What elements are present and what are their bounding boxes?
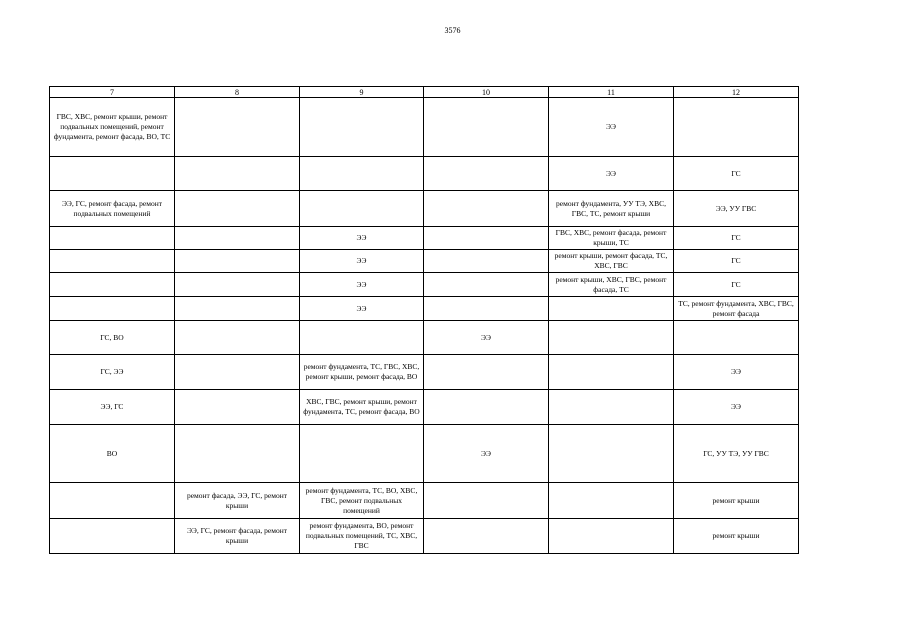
table-cell: ГС bbox=[674, 227, 799, 250]
table-row bbox=[50, 390, 799, 425]
table-cell: ЭЭ bbox=[300, 297, 424, 321]
table-row bbox=[50, 519, 799, 554]
column-header: 11 bbox=[549, 87, 674, 98]
table-cell bbox=[424, 191, 549, 227]
table-cell bbox=[424, 98, 549, 157]
table-cell bbox=[549, 355, 674, 390]
table-cell: ремонт фундамента, ТС, ВО, ХВС, ГВС, ремонт подвальных помещений bbox=[300, 483, 424, 519]
table-cell bbox=[50, 227, 175, 250]
column-header: 7 bbox=[50, 87, 175, 98]
table-cell bbox=[300, 321, 424, 355]
table-cell bbox=[175, 321, 300, 355]
table-cell bbox=[175, 297, 300, 321]
table-cell: ЭЭ, УУ ГВС bbox=[674, 191, 799, 227]
header-row bbox=[50, 87, 799, 98]
table-cell: ремонт фундамента, УУ ТЭ, ХВС, ГВС, ТС, ремонт крыши bbox=[549, 191, 674, 227]
table-row bbox=[50, 355, 799, 390]
table-cell: ремонт фундамента, ТС, ГВС, ХВС, ремонт крыши, ремонт фасада, ВО bbox=[300, 355, 424, 390]
table-cell bbox=[50, 483, 175, 519]
column-header: 10 bbox=[424, 87, 549, 98]
table-cell bbox=[549, 297, 674, 321]
table-cell bbox=[424, 355, 549, 390]
table-cell bbox=[300, 191, 424, 227]
table-cell bbox=[424, 390, 549, 425]
table-cell: ремонт крыши bbox=[674, 519, 799, 554]
table-cell bbox=[50, 157, 175, 191]
table-cell: ЭЭ bbox=[424, 321, 549, 355]
table-cell bbox=[424, 297, 549, 321]
table-cell: ГВС, ХВС, ремонт крыши, ремонт подвальных помещений, ремонт фундамента, ремонт фасада, ВО, ТС bbox=[50, 98, 175, 157]
table-cell bbox=[549, 519, 674, 554]
table-row bbox=[50, 483, 799, 519]
table-cell: ГС bbox=[674, 157, 799, 191]
table-cell: ГС, УУ ТЭ, УУ ГВС bbox=[674, 425, 799, 483]
table-cell bbox=[175, 390, 300, 425]
page-number: 3576 bbox=[444, 26, 461, 35]
table-cell: ГС, ЭЭ bbox=[50, 355, 175, 390]
column-header: 9 bbox=[300, 87, 424, 98]
table-cell: ремонт крыши, ХВС, ГВС, ремонт фасада, ТС bbox=[549, 273, 674, 297]
table-cell: ЭЭ bbox=[549, 157, 674, 191]
table-cell bbox=[50, 519, 175, 554]
table-cell: ЭЭ bbox=[300, 250, 424, 273]
table-cell bbox=[549, 425, 674, 483]
table-cell bbox=[424, 483, 549, 519]
table-row bbox=[50, 425, 799, 483]
table-cell: ремонт крыши bbox=[674, 483, 799, 519]
table-cell bbox=[424, 519, 549, 554]
table-cell: ЭЭ, ГС, ремонт фасада, ремонт крыши bbox=[175, 519, 300, 554]
table-cell bbox=[300, 98, 424, 157]
table-row bbox=[50, 98, 799, 157]
table-cell bbox=[175, 425, 300, 483]
table-cell: ВО bbox=[50, 425, 175, 483]
table-cell: ЭЭ bbox=[674, 355, 799, 390]
table-cell: ЭЭ bbox=[300, 273, 424, 297]
table-cell: ЭЭ bbox=[549, 98, 674, 157]
table-cell: ГС, ВО bbox=[50, 321, 175, 355]
table-cell bbox=[424, 273, 549, 297]
table-cell bbox=[50, 250, 175, 273]
table-cell: ЭЭ bbox=[674, 390, 799, 425]
table-cell bbox=[300, 157, 424, 191]
table-row bbox=[50, 297, 799, 321]
table-row bbox=[50, 157, 799, 191]
table-row bbox=[50, 227, 799, 250]
table-cell: ХВС, ГВС, ремонт крыши, ремонт фундамента, ТС, ремонт фасада, ВО bbox=[300, 390, 424, 425]
table-cell bbox=[175, 355, 300, 390]
table-cell bbox=[424, 250, 549, 273]
table-cell bbox=[549, 483, 674, 519]
table-cell: ремонт крыши, ремонт фасада, ТС, ХВС, ГВС bbox=[549, 250, 674, 273]
table-row bbox=[50, 191, 799, 227]
table-cell bbox=[50, 273, 175, 297]
table-cell bbox=[175, 273, 300, 297]
table-body bbox=[50, 87, 799, 554]
table-cell bbox=[175, 227, 300, 250]
table-cell bbox=[175, 250, 300, 273]
table-cell bbox=[424, 227, 549, 250]
table-row bbox=[50, 321, 799, 355]
table-cell: ЭЭ bbox=[300, 227, 424, 250]
table-cell bbox=[175, 98, 300, 157]
table-cell bbox=[424, 157, 549, 191]
table-row bbox=[50, 250, 799, 273]
table-cell bbox=[50, 297, 175, 321]
table-cell: ГС bbox=[674, 273, 799, 297]
table-cell bbox=[674, 98, 799, 157]
table-cell bbox=[175, 191, 300, 227]
table-cell bbox=[549, 321, 674, 355]
table-row bbox=[50, 273, 799, 297]
table-cell bbox=[674, 321, 799, 355]
table-cell: ремонт фасада, ЭЭ, ГС, ремонт крыши bbox=[175, 483, 300, 519]
table-cell bbox=[549, 390, 674, 425]
table-cell: ЭЭ, ГС, ремонт фасада, ремонт подвальных помещений bbox=[50, 191, 175, 227]
table-cell: ремонт фундамента, ВО, ремонт подвальных помещений, ТС, ХВС, ГВС bbox=[300, 519, 424, 554]
table-cell: ГС bbox=[674, 250, 799, 273]
table-cell: ТС, ремонт фундамента, ХВС, ГВС, ремонт фасада bbox=[674, 297, 799, 321]
data-table bbox=[49, 86, 799, 554]
column-header: 12 bbox=[674, 87, 799, 98]
table-cell bbox=[300, 425, 424, 483]
table-cell: ЭЭ, ГС bbox=[50, 390, 175, 425]
table-cell: ГВС, ХВС, ремонт фасада, ремонт крыши, ТС bbox=[549, 227, 674, 250]
column-header: 8 bbox=[175, 87, 300, 98]
table-cell: ЭЭ bbox=[424, 425, 549, 483]
table-cell bbox=[175, 157, 300, 191]
